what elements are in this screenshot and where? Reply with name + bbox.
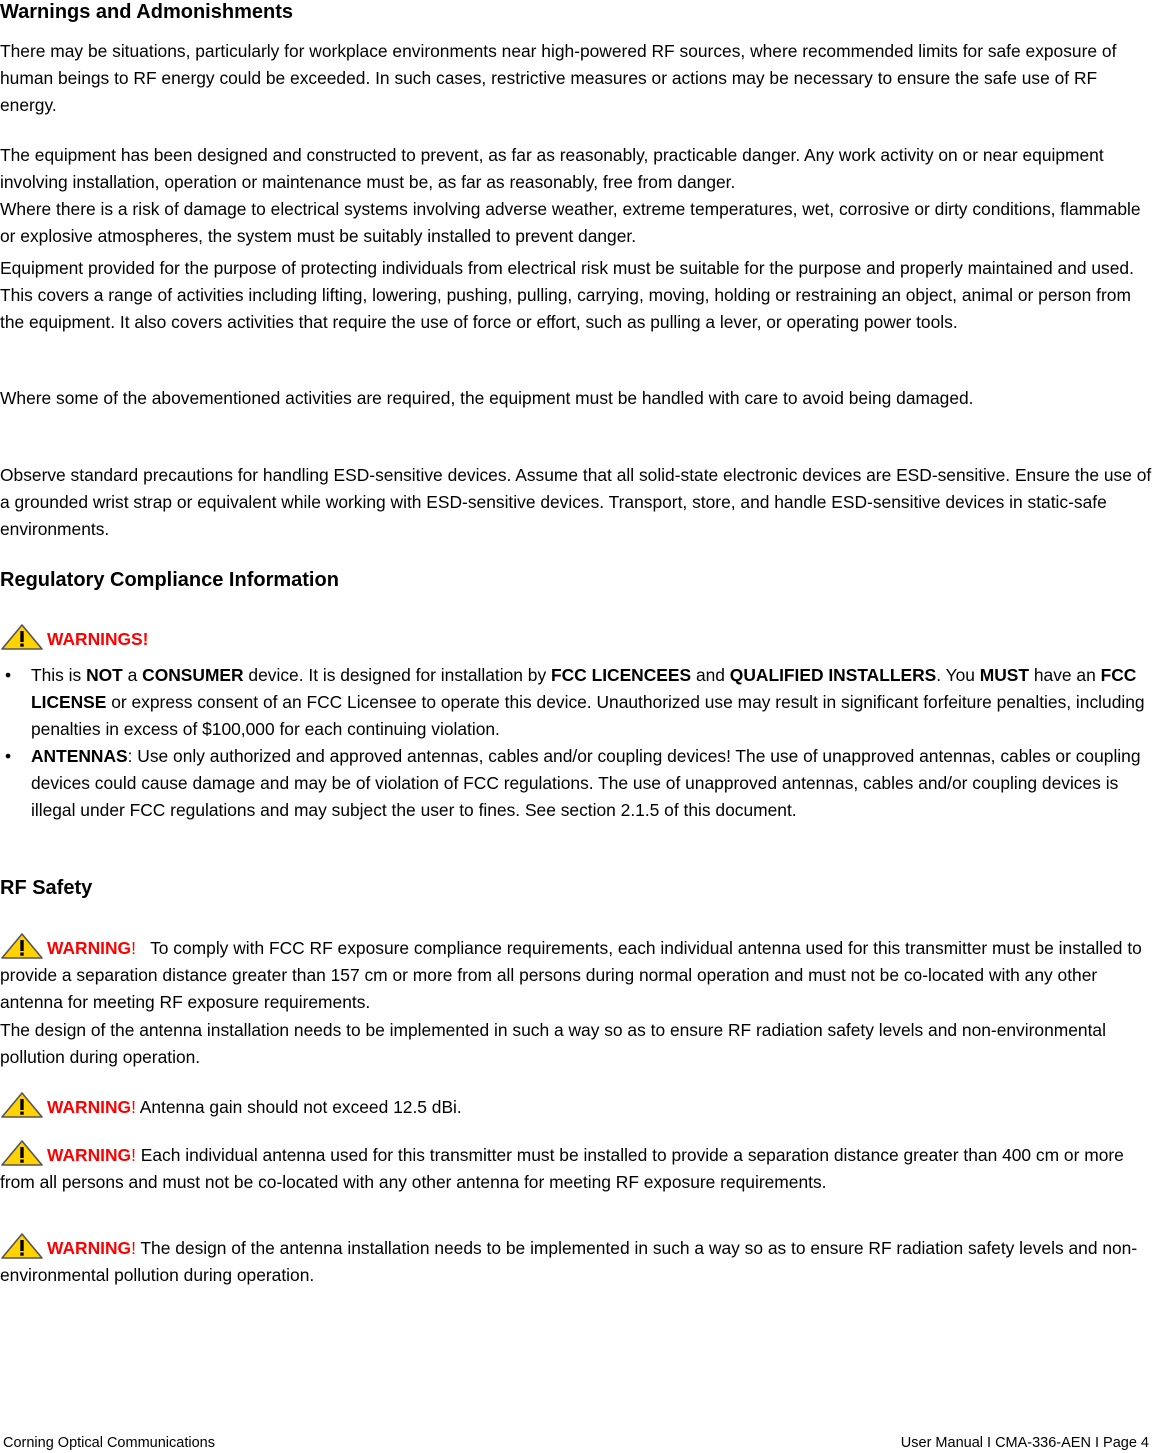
warning-label: WARNING [47,938,132,958]
warning-bang: ! [131,938,136,958]
text-run: . You [936,665,980,685]
text-run-bold: ANTENNAS [31,746,128,766]
list-item-consumer-device [0,662,1155,743]
warning-separation-157cm [0,932,1155,1016]
text-run: device. It is designed for installation by [243,665,551,685]
text-run-bold: FCC LICENCEES [551,665,692,685]
paragraph-antenna-installation: The design of the antenna installation needs to be implemented in such a way so as to ensure RF radiation safety levels and non-environmental pollution during operation. [0,1020,1106,1067]
warning-triangle-icon [0,932,44,960]
warning-label: WARNING [47,1238,132,1258]
heading-regulatory-compliance: Regulatory Compliance Information [0,569,339,591]
text-run-bold: CONSUMER [142,665,244,685]
warning-triangle-icon [0,1232,44,1260]
text-run: have an [1029,665,1101,685]
warnings-label: WARNINGS! [47,629,149,649]
warning-separation-400cm [0,1139,1155,1196]
warning-triangle-icon [0,1139,44,1167]
heading-warnings-admonishments: Warnings and Admonishments [0,1,293,23]
warning-label: WARNING [47,1145,132,1165]
warning-text: Each individual antenna used for this transmitter must be installed to provide a separation distance greater than 400 cm or more from all persons and must not be co-located with any other antenna for meeting RF exposure requirements. [0,1145,1124,1192]
warning-text: The design of the antenna installation needs to be implemented in such a way so as to ensure RF radiation safety levels and non-environmental pollution during operation. [0,1238,1138,1285]
text-run: or express consent of an FCC Licensee to operate this device. Unauthorized use may result in significant forfeiture penalties, including penalties in excess of $100,000 for each continuing violation. [31,692,1145,739]
list-item-antennas [0,743,1155,824]
footer-company: Corning Optical Communications [3,1435,215,1451]
warning-bang: ! [131,1097,136,1117]
text-run-bold: NOT [86,665,123,685]
bullet-dot: • [5,665,12,685]
warnings-banner [0,623,1155,653]
text-run-bold: FCC LICENSE [31,665,1137,712]
bullet-dot: • [5,746,12,766]
warning-antenna-gain [0,1091,1155,1121]
warning-triangle-icon [0,623,44,651]
footer-page-info: User Manual I CMA-336-AEN I Page 4 [900,1435,1149,1451]
warning-text: Antenna gain should not exceed 12.5 dBi. [135,1097,462,1117]
text-run: : Use only authorized and approved antennas, cables and/or coupling devices! The use of unapproved antennas, cables or coupling devices could cause damage and may be of violation of FCC regulations. The use of unapproved antennas, cables and/or coupling devices is illegal under FCC regulations and may subject the user to fines. See section 2.1.5 of this document. [31,746,1141,820]
text-run: a [122,665,143,685]
text-run-bold: MUST [979,665,1030,685]
heading-rf-safety: RF Safety [0,877,93,899]
warning-bang: ! [131,1145,136,1165]
warning-antenna-design [0,1232,1155,1289]
text-run: This is [31,665,87,685]
paragraph-rf-exposure: There may be situations, particularly for workplace environments near high-powered RF sources, where recommended limits for safe exposure of human beings to RF energy could be exceeded. In such cases, restrictive measures or actions may be necessary to ensure the safe use of RF energy. [0,41,1117,115]
paragraph-handle-with-care: Where some of the abovementioned activities are required, the equipment must be handled with care to avoid being damaged. [0,388,974,408]
paragraph-protective-equipment: Equipment provided for the purpose of protecting individuals from electrical risk must be suitable for the purpose and properly maintained and used. This covers a range of activities including lifting, lowering, pushing, pulling, carrying, moving, holding or restraining an object, animal or person from the equipment. It also covers activities that require the use of force or effort, such as pulling a lever, or operating power tools. [0,258,1134,332]
warning-label: WARNING [47,1097,132,1117]
regulatory-bullet-list [0,662,1155,824]
paragraph-esd-precautions: Observe standard precautions for handling ESD-sensitive devices. Assume that all solid-state electronic devices are ESD-sensitive. Ensure the use of a grounded wrist strap or equivalent while working with ESD-sensitive devices. Transport, store, and handle ESD-sensitive devices in static-safe environments. [0,465,1152,539]
warning-triangle-icon [0,1091,44,1119]
text-run: and [691,665,730,685]
warning-text: To comply with FCC RF exposure compliance requirements, each individual antenna used for this transmitter must be installed to provide a separation distance greater than 157 cm or more from all persons during normal operation and must not be co-located with any other antenna for meeting RF exposure requirements. [0,938,1142,1012]
paragraph-equipment-design: The equipment has been designed and constructed to prevent, as far as reasonably, practicable danger. Any work activity on or near equipment involving installation, operation or maintenance must be, as far as reasonably, free from danger. [0,145,1104,192]
paragraph-electrical-risk: Where there is a risk of damage to electrical systems involving adverse weather, extreme temperatures, wet, corrosive or dirty conditions, flammable or explosive atmospheres, the system must be suitably installed to prevent danger. [0,199,1141,246]
text-run-bold: QUALIFIED INSTALLERS [729,665,937,685]
warning-bang: ! [131,1238,136,1258]
